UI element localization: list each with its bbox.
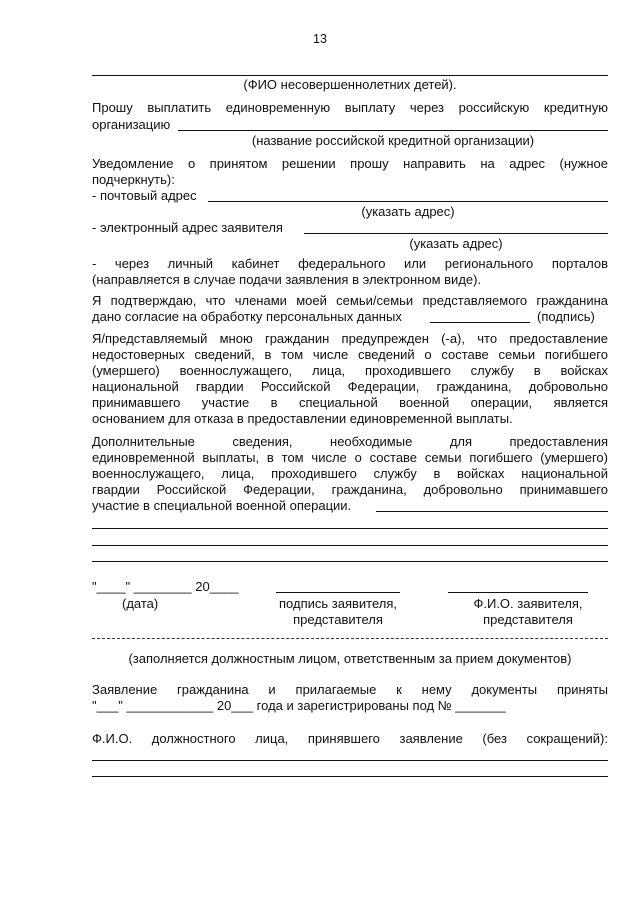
applicant-fio-line[interactable]: [448, 592, 588, 593]
official-section-caption: (заполняется должностным лицом, ответственным за прием документов): [128, 651, 572, 666]
bank-name-field[interactable]: [178, 130, 608, 131]
cabinet-text-line-1: - через личный кабинет федерального или регионального порталов: [92, 256, 608, 271]
applicant-fio-caption-2: представителя: [483, 612, 573, 627]
email-address-caption: (указать адрес): [409, 236, 503, 251]
notice-text-line-1: Уведомление о принятом решении прошу направить на адрес (нужное: [92, 156, 608, 171]
additional-info-field-1[interactable]: [376, 511, 608, 512]
payment-text-line-1: Прошу выплатить единовременную выплату через российскую кредитную: [92, 100, 608, 115]
additional-text-line-5: участие в специальной военной операции.: [92, 498, 352, 513]
email-address-label: - электронный адрес заявителя: [92, 220, 283, 235]
additional-info-field-4[interactable]: [92, 561, 608, 562]
warning-text-line-2: недостоверных сведений, в том числе сведений о составе семьи погибшего: [92, 347, 608, 362]
bank-name-caption: (название российской кредитной организации): [251, 133, 535, 148]
official-fio-field-1[interactable]: [92, 760, 608, 761]
cabinet-text-line-2: (направляется в случае подачи заявления в электронном виде).: [92, 272, 482, 287]
additional-text-line-4: гвардии Российской Федерации, гражданина, добровольно принимавшего: [92, 482, 608, 497]
applicant-signature-caption-2: представителя: [293, 612, 383, 627]
additional-info-field-2[interactable]: [92, 528, 608, 529]
postal-address-field[interactable]: [208, 201, 608, 202]
official-fio-field-2[interactable]: [92, 776, 608, 777]
consent-text-line-2: дано согласие на обработку персональных данных: [92, 309, 402, 324]
additional-text-line-1: Дополнительные сведения, необходимые для предоставления: [92, 434, 608, 449]
additional-text-line-2: единовременной выплаты, в том числе о составе семьи погибшего (умершего): [92, 450, 608, 465]
official-fio-label: Ф.И.О. должностного лица, принявшего заявление (без сокращений):: [92, 731, 608, 746]
warning-text-line-1: Я/представляемый мною гражданин предупрежден (-а), что предоставление: [92, 331, 608, 346]
page-number: 13: [313, 32, 327, 46]
consent-text-line-1: Я подтверждаю, что членами моей семьи/семьи представляемого гражданина: [92, 293, 608, 308]
warning-text-line-3: (умершего) военнослужащего, лица, проходившего службу в войсках: [92, 363, 608, 378]
date-field[interactable]: "____" ________ 20____: [92, 579, 239, 594]
warning-text-line-5: принимавшего участие в специальной военной операции, является: [92, 395, 608, 410]
email-address-field[interactable]: [304, 233, 608, 234]
accepted-text-line-1: Заявление гражданина и прилагаемые к нему документы приняты: [92, 682, 608, 697]
cut-line: [92, 638, 608, 639]
children-fio-line[interactable]: [92, 75, 608, 76]
applicant-signature-caption-1: подпись заявителя,: [279, 596, 397, 611]
warning-text-line-4: национальной гвардии Российской Федерации, гражданина, добровольно: [92, 379, 608, 394]
payment-text-line-2: организацию: [92, 117, 171, 132]
warning-text-line-6: основанием для отказа в предоставлении единовременной выплаты.: [92, 411, 513, 426]
accepted-text-line-2[interactable]: "___" ____________ 20___ года и зарегистрированы под № _______: [92, 698, 506, 713]
notice-text-line-2: подчеркнуть):: [92, 172, 175, 187]
date-caption: (дата): [122, 596, 159, 611]
children-fio-caption: (ФИО несовершеннолетних детей).: [243, 77, 457, 92]
applicant-fio-caption-1: Ф.И.О. заявителя,: [473, 596, 583, 611]
additional-text-line-3: военнослужащего, лица, проходившего службу в войсках национальной: [92, 466, 608, 481]
applicant-signature-line[interactable]: [276, 592, 400, 593]
postal-address-caption: (указать адрес): [361, 204, 455, 219]
additional-info-field-3[interactable]: [92, 545, 608, 546]
consent-signature-field[interactable]: [430, 322, 530, 323]
postal-address-label: - почтовый адрес: [92, 188, 197, 203]
consent-signature-caption: (подпись): [537, 309, 595, 324]
